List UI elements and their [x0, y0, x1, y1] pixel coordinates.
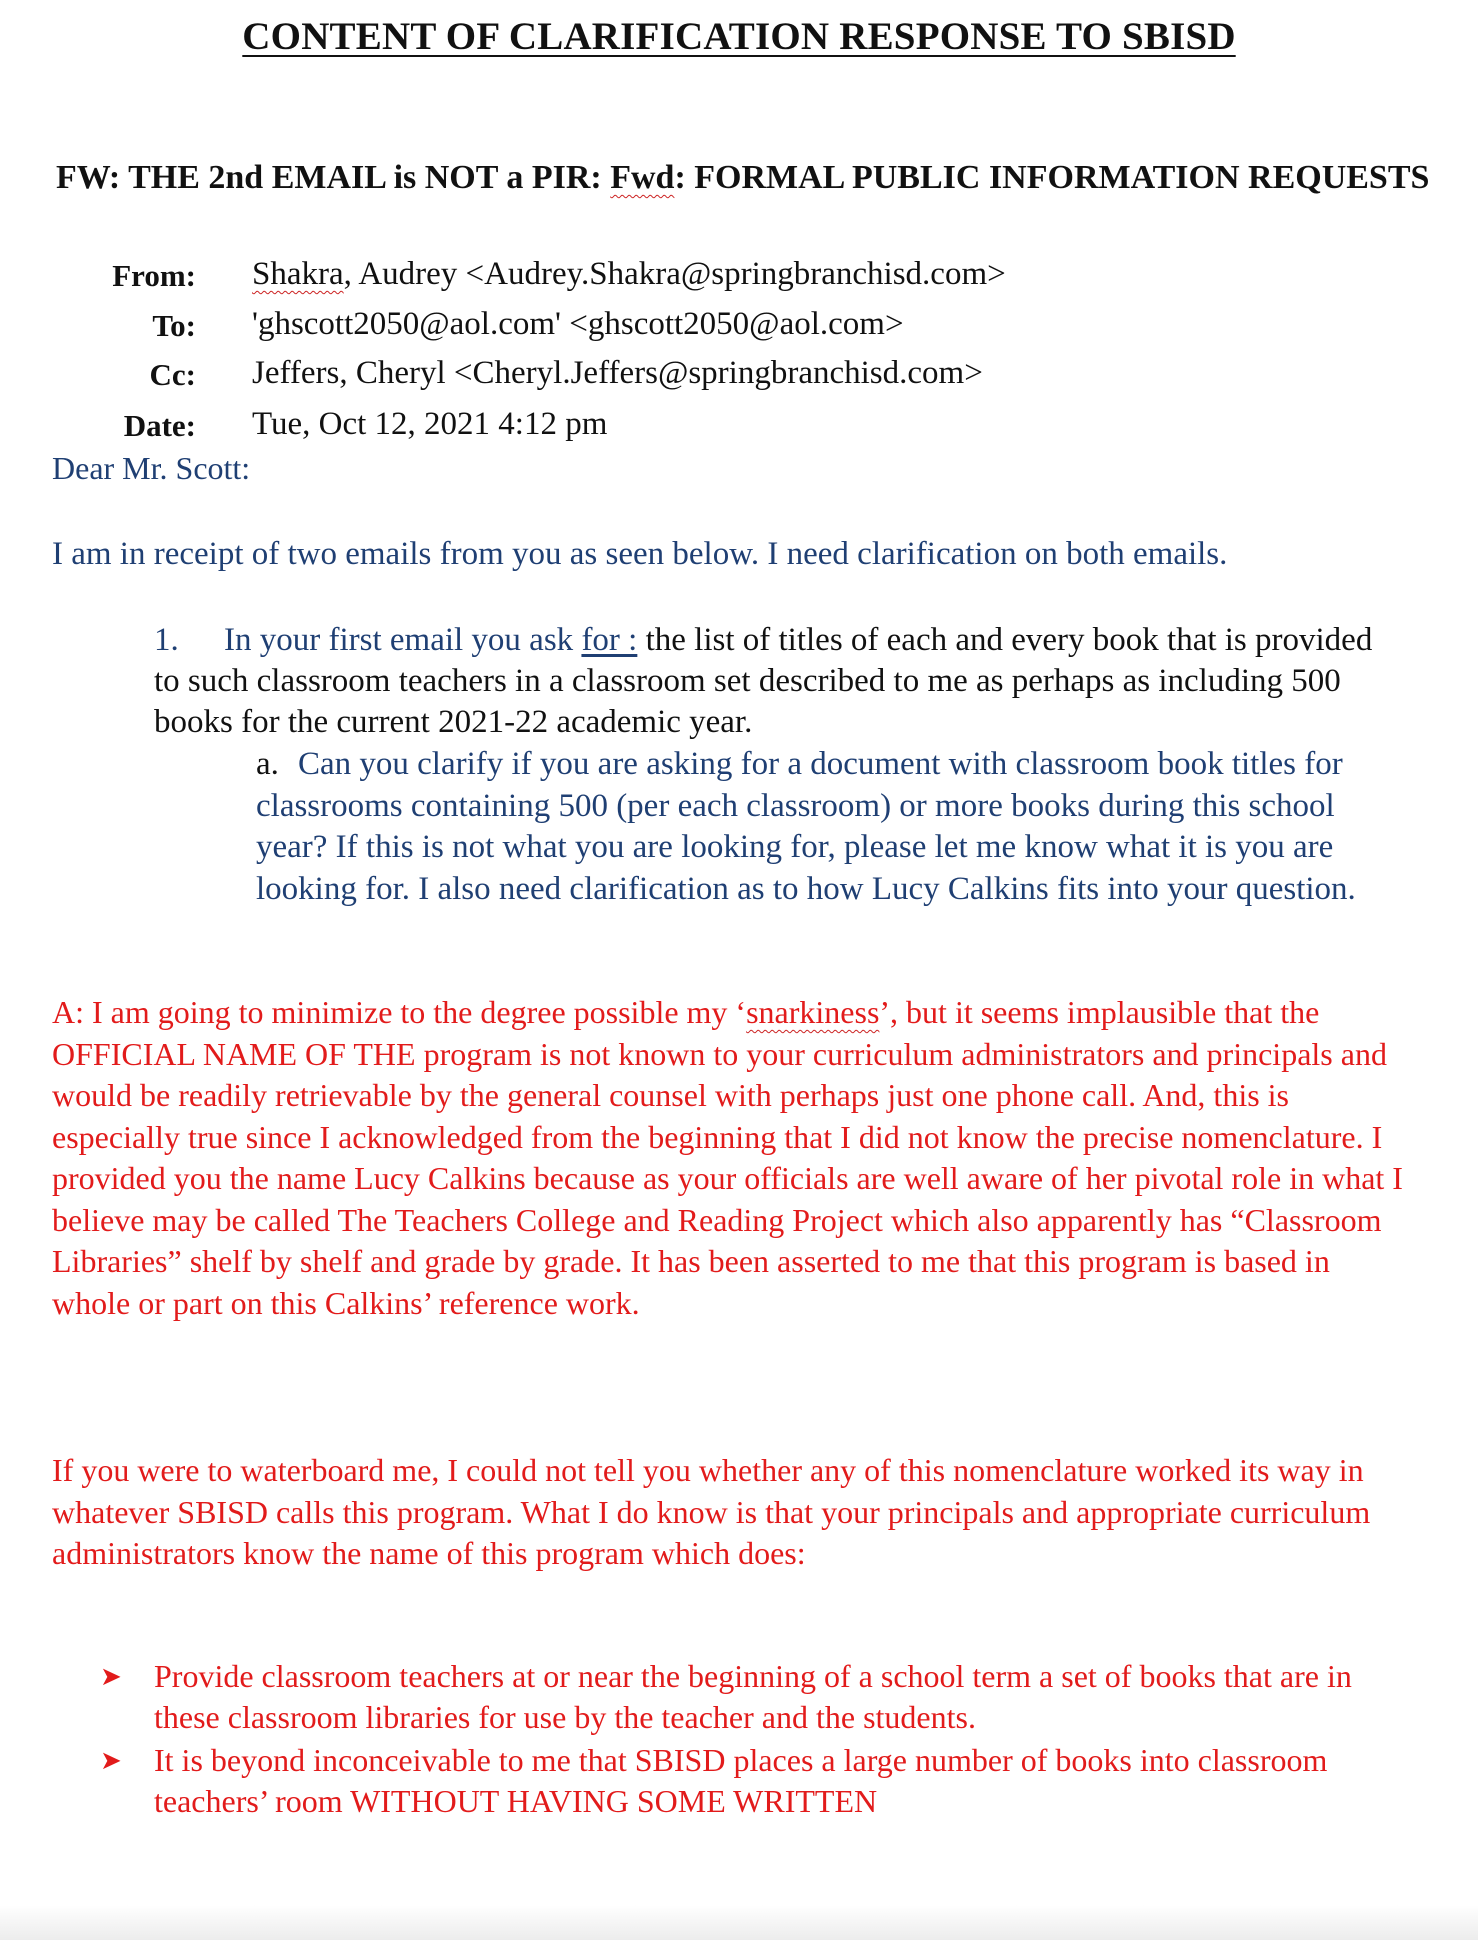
greeting: Dear Mr. Scott: [52, 450, 251, 486]
answer-paragraph: A: I am going to minimize to the degree possible my ‘snarkiness’, but it seems implausible that the OFFICIAL NAME OF THE program is not known to your curriculum administrators and principals and would be readily retrievable by the general counsel with perhaps just one phone call. And, this is especially true since I acknowledged from the beginning that I did not know the precise nomenclature. I provided you the name Lucy Calkins because as your officials are well aware of her pivotal role in what I believe may be called The Teachers College and Reading Project which also apparently has “Classroom Libraries” shelf by shelf and grade by grade. It has been asserted to me that this program is based in whole or part on this Calkins’ reference work. [52, 994, 1403, 1321]
to-label: To: [152, 308, 196, 343]
arrowhead-bullet-icon: ➤ [100, 1662, 122, 1691]
second-paragraph: If you were to waterboard me, I could not tell you whether any of this nomenclature worked its way in whatever SBISD calls this program. What I do know is that your principals and appropriate curriculum administrators know the name of this program which does: [52, 1452, 1371, 1571]
item-letter: a. [256, 746, 279, 782]
request-item-a: a. Can you clarify if you are asking for a document with classroom book titles for classrooms containing 500 (per each classroom) or more books during this school year? If this is not what you are looking for, please let me know what it is you are looking for. I also need clarification as to how Lucy Calkins fits into your question. [256, 746, 1356, 907]
intro-paragraph: I am in receipt of two emails from you as seen below. I need clarification on both emails. [52, 536, 1228, 572]
email-subject: FW: THE 2nd EMAIL is NOT a PIR: Fwd: FORMAL PUBLIC INFORMATION REQUESTS [56, 159, 1430, 196]
arrowhead-bullet-icon: ➤ [100, 1746, 122, 1775]
from-label: From: [112, 258, 196, 293]
document-title: CONTENT OF CLARIFICATION RESPONSE TO SBISD [242, 15, 1236, 58]
list-item: ➤ It is beyond inconceivable to me that SBISD places a large number of books into classroom teachers’ room WITHOUT HAVING SOME WRITTEN [100, 1742, 1328, 1819]
page-bottom-edge [0, 1905, 1478, 1940]
from-value: Shakra, Audrey <Audrey.Shakra@springbranchisd.com> [252, 256, 1006, 292]
bullet-list [100, 1656, 1400, 1824]
list-item: ➤ Provide classroom teachers at or near the beginning of a school term a set of books that are in these classroom libraries for use by the teacher and the students. [100, 1658, 1352, 1735]
request-item-1: 1. In your first email you ask for : the list of titles of each and every book that is provided to such classroom teachers in a classroom set described to me as perhaps as including 500 books for the current 2021-22 academic year. [154, 622, 1373, 740]
date-label: Date: [123, 408, 196, 443]
cc-value: Jeffers, Cheryl <Cheryl.Jeffers@springbranchisd.com> [252, 355, 983, 391]
to-value: 'ghscott2050@aol.com' <ghscott2050@aol.com> [252, 306, 904, 342]
for-link[interactable]: for : [581, 622, 638, 658]
cc-label: Cc: [149, 357, 196, 392]
item-number: 1. [154, 622, 179, 658]
date-value: Tue, Oct 12, 2021 4:12 pm [252, 406, 608, 442]
